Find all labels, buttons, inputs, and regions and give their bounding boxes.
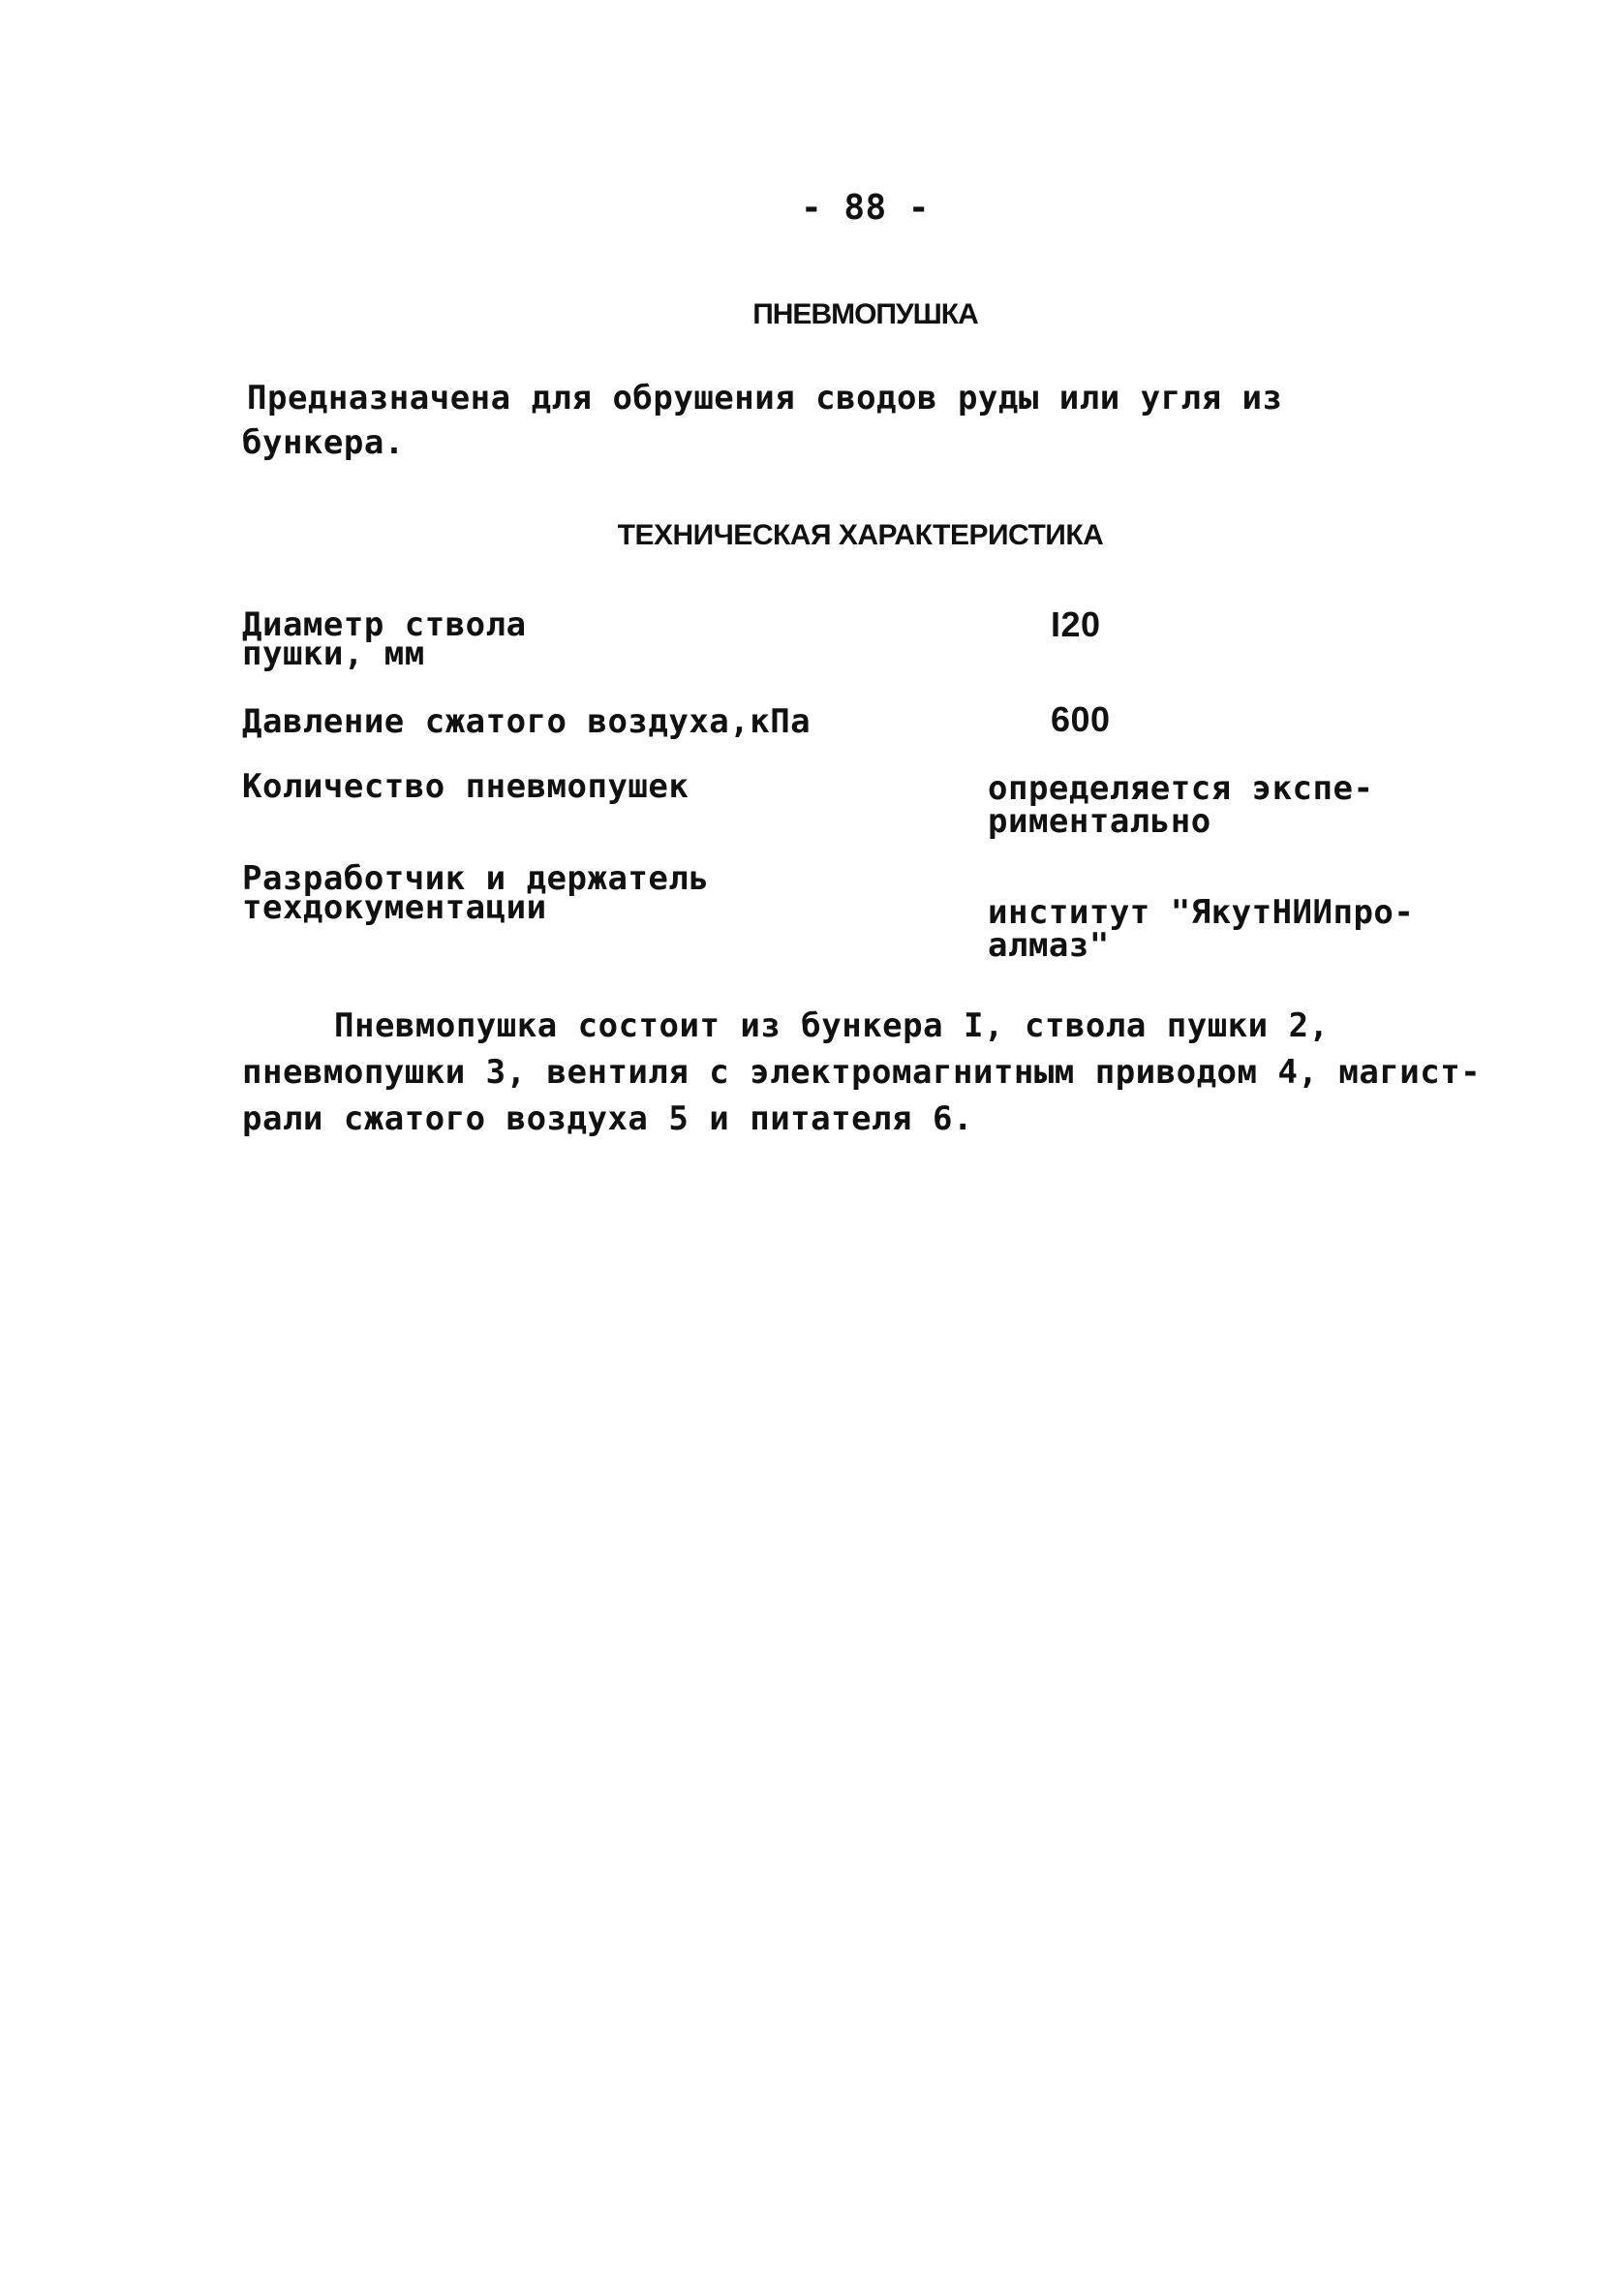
spec-value-line: институт "ЯкутНИИпро- [988, 893, 1415, 932]
spec-label-developer [242, 859, 710, 927]
spec-label-line: пушки, мм [242, 634, 425, 673]
spec-label-diameter [242, 605, 527, 673]
spec-value-quantity [988, 769, 1374, 841]
spec-value-line: риментально [988, 802, 1211, 841]
intro-paragraph [242, 376, 1283, 465]
description-line-1: Пневмопушка состоит из бункера I, ствола пушки 2, [334, 1006, 1330, 1045]
spec-label-line: Диаметр ствола [242, 605, 527, 644]
spec-value-line: 600 [1051, 699, 1111, 739]
spec-value-line: I20 [1051, 604, 1101, 644]
spec-value-line: алмаз" [988, 926, 1110, 965]
description-line-3: рали сжатого воздуха 5 и питателя 6. [242, 1099, 973, 1138]
spec-label-pressure [242, 702, 812, 741]
spec-label-line: техдокументации [242, 888, 547, 927]
description-line-2: пневмопушки 3, вентиля с электромагнитным приводом 4, магист- [242, 1053, 1482, 1092]
spec-label-line: Разработчик и держатель [242, 859, 710, 898]
section-title: ТЕХНИЧЕСКАЯ ХАРАКТЕРИСТИКА [617, 519, 1104, 551]
spec-label-line: Количество пневмопушек [242, 767, 689, 806]
spec-label-line: Давление сжатого воздуха,кПа [242, 702, 812, 741]
intro-line-1: Предназначена для обрушения сводов руды или угля из [247, 379, 1283, 417]
spec-value-diameter [1051, 604, 1101, 644]
spec-label-quantity [242, 767, 689, 806]
spec-value-pressure [1051, 699, 1111, 739]
spec-value-line: определяется экспе- [988, 769, 1374, 808]
page-number: - 88 - [800, 188, 931, 228]
intro-line-2: бункера. [242, 423, 405, 462]
spec-value-developer [988, 893, 1415, 965]
document-title: ПНЕВМОПУШКА [752, 298, 978, 330]
